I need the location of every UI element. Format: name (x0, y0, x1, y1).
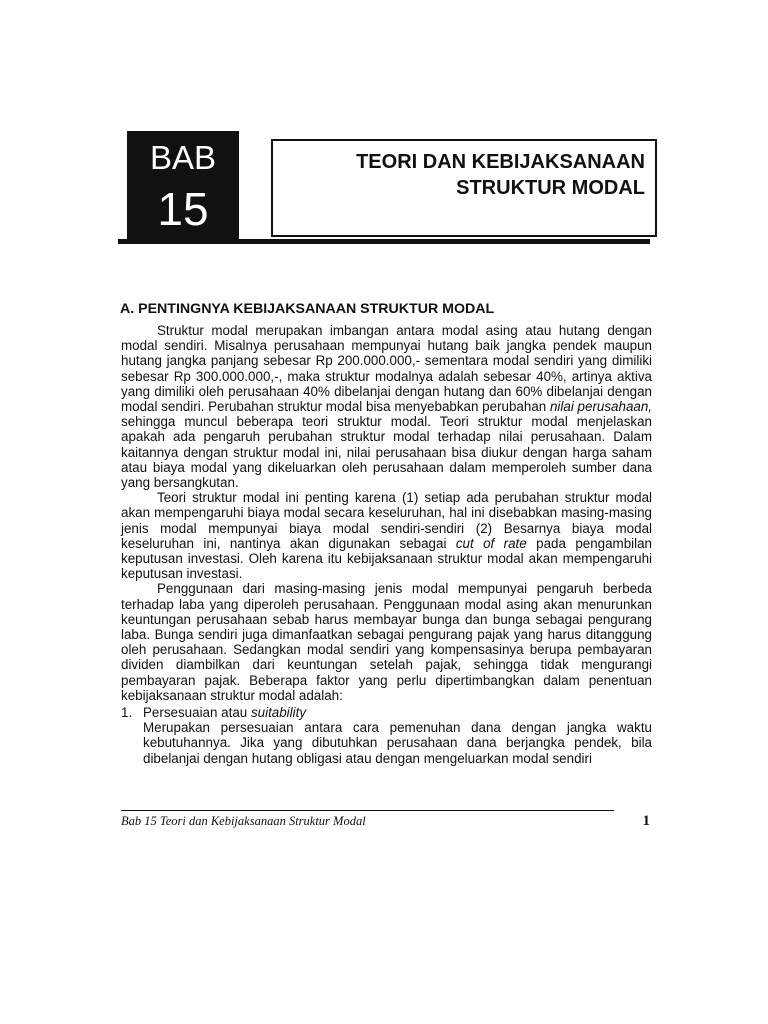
list-item-label-text: Persesuaian atau (143, 705, 251, 721)
list-item-title (121, 705, 652, 720)
header-divider (118, 239, 650, 244)
factor-list (121, 705, 652, 766)
chapter-badge (127, 131, 239, 239)
list-marker: 1. (121, 705, 133, 721)
paragraph-3: Penggunaan dari masing-masing jenis modal mempunyai pengaruh berbeda terhadap laba yang diperoleh perusahaan. Penggunaan modal asing akan menurunkan keuntungan perusahaan sebab harus membayar bunga dan bunga sebagai pengurang laba. Bunga sendiri juga dimanfaatkan sebagai pengurang pajak yang harus ditanggung oleh perusahaan. Sedangkan modal sendiri yang kompensasinya berupa pembayaran dividen diambilkan dari keuntungan setelah pajak, sehingga tidak mengurangi pembayaran pajak. Beberapa faktor yang perlu dipertimbangkan dalam penentuan kebijaksanaan struktur modal adalah: (121, 581, 652, 703)
list-item-body: Merupakan persesuaian antara cara pemenuhan dana dengan jangka waktu kebutuhannya. Jika yang dibutuhkan perusahaan dana berjangka pendek, bila dibelanjai dengan hutang obligasi atau dengan mengeluarkan modal sendiri (143, 720, 652, 766)
paragraph-1-text-b: sehingga muncul beberapa teori struktur modal. Teori struktur modal menjelaskan apakah ada pengaruh perubahan struktur modal terhadap nilai perusahaan. Dalam kaitannya dengan struktur modal ini, nilai perusahaan bisa diukur dengan harga saham atau biaya modal yang dikeluarkan oleh perusahaan dalam memperoleh sumber dana yang bersangkutan. (121, 414, 652, 491)
chapter-title-box (271, 139, 657, 237)
footer-divider (121, 810, 614, 811)
chapter-title-line-1: TEORI DAN KEBIJAKSANAAN (356, 151, 645, 173)
paragraph-1 (121, 323, 652, 490)
paragraph-2 (121, 490, 652, 581)
chapter-title (356, 149, 645, 201)
chapter-title-line-2: STRUKTUR MODAL (456, 177, 645, 199)
paragraph-2-text-a: Teori struktur modal ini penting karena (1) setiap ada perubahan struktur modal akan mempengaruhi biaya modal secara keseluruhan, hal ini disebabkan masing-masing jenis modal mempunyai biaya modal sendiri-sendiri (2) Besarnya biaya modal keseluruhan ini, nantinya akan digunakan sebagai (121, 490, 652, 551)
paragraph-1-text-a: Struktur modal merupakan imbangan antara modal asing atau hutang dengan modal sendiri. Misalnya perusahaan mempunyai hutang baik jangka pendek maupun hutang jangka panjang sebesar Rp 200.000.000,- sementara modal sendiri yang dimiliki sebesar Rp 300.000.000,-, maka struktur modalnya adalah sebesar 40%, artinya aktiva yang dimiliki oleh perusahaan 40% dibelanjai dengan hutang dan 60% dibelanjai dengan modal sendiri. Perubahan struktur modal bisa menyebabkan perubahan (121, 323, 652, 415)
body-text (121, 323, 652, 766)
paragraph-2-italic: cut of rate (455, 535, 527, 551)
paragraph-2-text-b: pada pengambilan keputusan investasi. Oleh karena itu kebijaksanaan struktur modal akan mempengaruhi keputusan investasi. (121, 535, 652, 582)
list-item (121, 705, 652, 766)
list-item-label-italic: suitability (250, 705, 307, 721)
chapter-number: 15 (157, 183, 209, 235)
page-number: 1 (642, 813, 650, 829)
footer-text: Bab 15 Teori dan Kebijaksanaan Struktur Modal (121, 814, 366, 828)
chapter-label: BAB (149, 139, 217, 176)
list-item-label (143, 705, 306, 720)
section-heading: A. PENTINGNYA KEBIJAKSANAAN STRUKTUR MODAL (120, 301, 495, 317)
paragraph-1-italic: nilai perusahaan, (549, 399, 653, 415)
